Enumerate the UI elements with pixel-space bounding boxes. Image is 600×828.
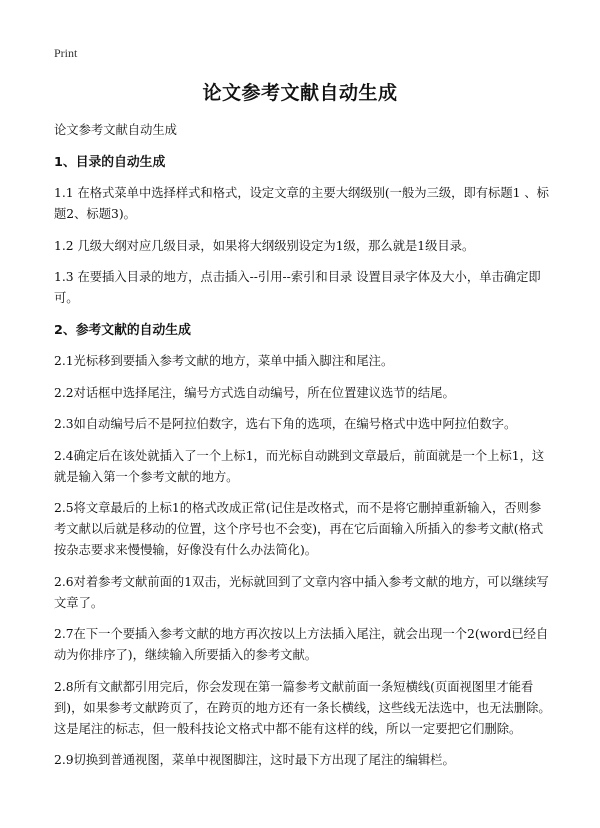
print-link[interactable]: Print xyxy=(54,46,78,60)
paragraph-2-8: 2.8所有文献都引用完后，你会发现在第一篇参考文献前面一条短横线(页面视图里才能看到)，如果参考文献跨页了，在跨页的地方还有一条长横线，这些线无法选中，也无法删除。这是尾注的标志，但一般科技论文格式中都不能有这样的线，所以一定要把它们删除。 xyxy=(54,679,551,736)
paragraph-1-3: 1.3 在要插入目录的地方，点击插入--引用--索引和目录 设置目录字体及大小，单击确定即可。 xyxy=(54,270,541,305)
paragraph-2-3: 2.3如自动编号后不是阿拉伯数字，选右下角的选项，在编号格式中选中阿拉伯数字。 xyxy=(54,417,517,431)
paragraph-2-1: 2.1光标移到要插入参考文献的地方，菜单中插入脚注和尾注。 xyxy=(54,354,394,368)
paragraph-2-6: 2.6对着参考文献前面的1双击，光标就回到了文章内容中插入参考文献的地方，可以继续写文章了。 xyxy=(54,574,549,610)
paragraph-2-4: 2.4确定后在该处就插入了一个上标1，而光标自动跳到文章最后，前面就是一个上标1，这就是输入第一个参考文献的地方。 xyxy=(54,448,545,484)
paragraph-1-2: 1.2 几级大纲对应几级目录，如果将大纲级别设定为1级，那么就是1级目录。 xyxy=(54,238,475,253)
paragraph-2-7: 2.7在下一个要插入参考文献的地方再次按以上方法插入尾注，就会出现一个2(word已经自动为你排序了)，继续输入所要插入的参考文献。 xyxy=(54,627,549,662)
paragraph-1-1: 1.1 在格式菜单中选择样式和格式，设定文章的主要大纲级别(一般为三级，即有标题1 、标题2、标题3)。 xyxy=(54,186,549,221)
section-heading-toc: 1、目录的自动生成 xyxy=(54,154,166,170)
paragraph-2-2: 2.2对话框中选择尾注，编号方式选自动编号，所在位置建议选节的结尾。 xyxy=(54,385,455,400)
article-body xyxy=(54,120,552,782)
article-subtitle: 论文参考文献自动生成 xyxy=(54,123,177,137)
paragraph-2-5: 2.5将文章最后的上标1的格式改成正常(记住是改格式，而不是将它删掉重新输入，否则参考文献以后就是移动的位置，这个序号也不会变)，再在它后面输入所插入的参考文献(格式按杂志要求来慢慢输，好像没有什么办法简化)。 xyxy=(54,501,544,557)
paragraph-2-9: 2.9切换到普通视图，菜单中视图脚注，这时最下方出现了尾注的编辑栏。 xyxy=(54,753,455,767)
page-title: 论文参考文献自动生成 xyxy=(202,82,398,104)
section-heading-references: 2、参考文献的自动生成 xyxy=(54,322,191,338)
